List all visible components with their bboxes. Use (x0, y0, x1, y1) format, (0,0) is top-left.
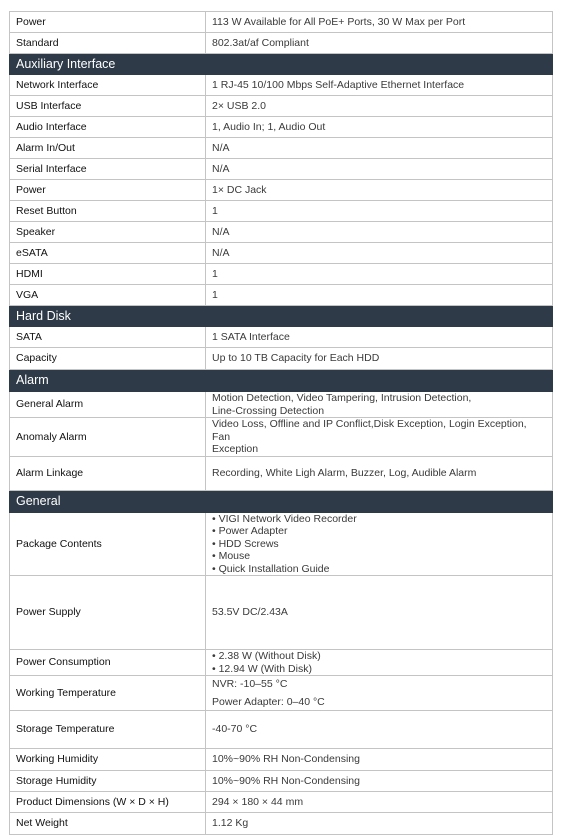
spec-value-line: • Mouse (212, 550, 251, 562)
spec-value-line: Video Loss, Offline and IP Conflict,Disk Exception, Login Exception, Fan (212, 418, 527, 443)
spec-value-line: NVR: -10–55 °C (212, 677, 288, 690)
spec-value (206, 348, 553, 370)
spec-key: Alarm Linkage (10, 456, 206, 490)
spec-key: Working Humidity (10, 749, 206, 771)
spec-row (10, 243, 553, 264)
spec-key: HDMI (10, 264, 206, 285)
spec-key: Network Interface (10, 75, 206, 96)
spec-value (206, 12, 553, 33)
spec-row (10, 676, 553, 711)
spec-key: Package Contents (10, 512, 206, 576)
spec-row (10, 222, 553, 243)
section-header-row (10, 306, 553, 327)
spec-value (206, 264, 553, 285)
spec-value-line: 53.5V DC/2.43A (212, 606, 288, 619)
spec-value-line: Up to 10 TB Capacity for Each HDD (212, 352, 380, 365)
spec-value-line: N/A (212, 225, 230, 238)
spec-value-line: 1 (212, 204, 218, 217)
spec-key: Power (10, 12, 206, 33)
spec-value-line: 10%~90% RH Non-Condensing (212, 774, 360, 787)
spec-row (10, 456, 553, 490)
spec-value (206, 201, 553, 222)
spec-key: Net Weight (10, 813, 206, 835)
spec-key: Anomaly Alarm (10, 418, 206, 457)
spec-value-line: 1 (212, 267, 218, 280)
spec-value-line: Motion Detection, Video Tampering, Intrusion Detection, (212, 392, 472, 404)
spec-value (206, 749, 553, 771)
spec-value-line: 1, Audio In; 1, Audio Out (212, 120, 326, 133)
spec-value (206, 159, 553, 180)
spec-value-line: 802.3at/af Compliant (212, 36, 309, 49)
spec-value (206, 117, 553, 138)
spec-value-line: • HDD Screws (212, 537, 279, 550)
spec-row (10, 138, 553, 159)
spec-value-line: 113 W Available for All PoE+ Ports, 30 W Max per Port (212, 15, 466, 28)
spec-row (10, 813, 553, 835)
spec-row (10, 264, 553, 285)
spec-value-line: Recording, White Ligh Alarm, Buzzer, Log, Audible Alarm (212, 466, 477, 479)
spec-key: General Alarm (10, 392, 206, 418)
spec-key: Storage Temperature (10, 711, 206, 749)
spec-key: Storage Humidity (10, 771, 206, 792)
spec-value (206, 792, 553, 813)
spec-row (10, 12, 553, 33)
spec-table (9, 11, 553, 835)
spec-row (10, 576, 553, 650)
spec-value-line: N/A (212, 141, 230, 154)
spec-key: Serial Interface (10, 159, 206, 180)
spec-row (10, 512, 553, 576)
spec-value-line: Line-Crossing Detection (212, 404, 325, 417)
spec-value-line: 1× DC Jack (212, 183, 267, 196)
spec-value-line: -40-70 °C (212, 723, 258, 736)
section-header-row (10, 490, 553, 512)
spec-value (206, 392, 553, 418)
spec-key: SATA (10, 327, 206, 348)
spec-key: Working Temperature (10, 676, 206, 711)
spec-key: USB Interface (10, 96, 206, 117)
spec-value (206, 327, 553, 348)
spec-value (206, 418, 553, 457)
spec-value-line: • 2.38 W (Without Disk) (212, 650, 321, 662)
spec-value-line: • 12.94 W (With Disk) (212, 662, 312, 675)
spec-value (206, 771, 553, 792)
spec-key: VGA (10, 285, 206, 306)
spec-row (10, 285, 553, 306)
spec-key: Product Dimensions (W × D × H) (10, 792, 206, 813)
spec-key: Alarm In/Out (10, 138, 206, 159)
spec-key: Power Supply (10, 576, 206, 650)
spec-row (10, 201, 553, 222)
spec-value (206, 676, 553, 711)
spec-row (10, 392, 553, 418)
spec-row (10, 650, 553, 676)
spec-value (206, 243, 553, 264)
spec-key: Speaker (10, 222, 206, 243)
section-title: General (10, 490, 553, 512)
spec-value-line: • VIGI Network Video Recorder (212, 512, 357, 525)
spec-value-line: 2× USB 2.0 (212, 99, 266, 112)
spec-row (10, 711, 553, 749)
spec-value (206, 75, 553, 96)
spec-value-line: 294 × 180 × 44 mm (212, 795, 304, 808)
spec-row (10, 75, 553, 96)
spec-value (206, 180, 553, 201)
spec-value (206, 813, 553, 835)
section-title: Auxiliary Interface (10, 54, 553, 75)
spec-row (10, 33, 553, 54)
spec-key: eSATA (10, 243, 206, 264)
spec-key: Power Consumption (10, 650, 206, 676)
spec-value-line: 1 SATA Interface (212, 330, 290, 343)
spec-row (10, 117, 553, 138)
spec-value (206, 96, 553, 117)
spec-key: Power (10, 180, 206, 201)
section-header-row (10, 54, 553, 75)
spec-value-line: 1.12 Kg (212, 817, 249, 830)
spec-value (206, 576, 553, 650)
spec-value (206, 285, 553, 306)
spec-key: Standard (10, 33, 206, 54)
spec-row (10, 327, 553, 348)
spec-table-body (10, 12, 553, 835)
spec-value (206, 650, 553, 676)
spec-value (206, 512, 553, 576)
spec-key: Reset Button (10, 201, 206, 222)
spec-row (10, 418, 553, 457)
spec-value-line: 1 RJ-45 10/100 Mbps Self-Adaptive Ethernet Interface (212, 78, 465, 91)
spec-value (206, 138, 553, 159)
spec-value (206, 711, 553, 749)
spec-value-line: • Power Adapter (212, 525, 288, 537)
spec-row (10, 771, 553, 792)
spec-row (10, 159, 553, 180)
spec-value-line: N/A (212, 246, 230, 259)
section-header-row (10, 370, 553, 392)
spec-row (10, 96, 553, 117)
spec-key: Audio Interface (10, 117, 206, 138)
section-title: Hard Disk (10, 306, 553, 327)
spec-value-line: N/A (212, 162, 230, 175)
spec-value-line: Exception (212, 443, 259, 455)
spec-value-line: Power Adapter: 0–40 °C (212, 696, 325, 708)
spec-row (10, 792, 553, 813)
spec-row (10, 180, 553, 201)
spec-value-line: 10%~90% RH Non-Condensing (212, 753, 360, 766)
section-title: Alarm (10, 370, 553, 392)
spec-value (206, 456, 553, 490)
spec-row (10, 749, 553, 771)
spec-value-line: • Quick Installation Guide (212, 562, 330, 575)
spec-value (206, 33, 553, 54)
spec-key: Capacity (10, 348, 206, 370)
spec-value-line: 1 (212, 288, 218, 301)
spec-value (206, 222, 553, 243)
spec-row (10, 348, 553, 370)
